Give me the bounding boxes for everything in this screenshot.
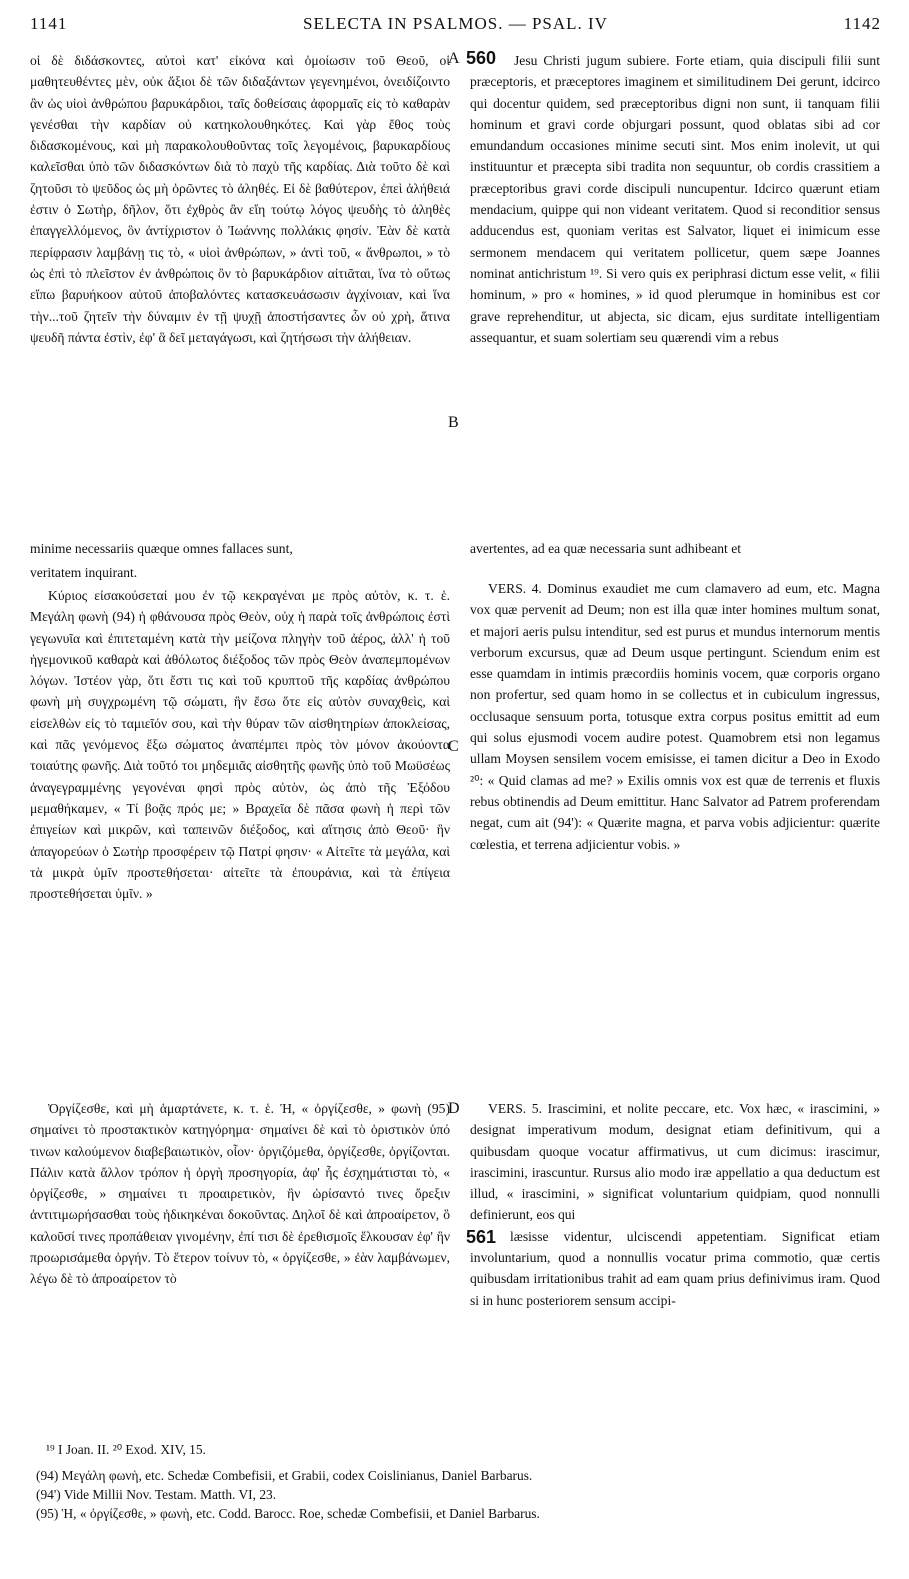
greek-paragraph-1: οἱ δὲ διδάσκοντες, αὐτοὶ κατ' εἰκόνα καὶ ὁμοίωσιν τοῦ Θεοῦ, οἱ μαθητευθέντες μὲν, οὐκ ἄξιοι δὲ τῶν διδαξάντων γεγενημένοι, ὀνειδίζοιντο ἂν ὡς υἱοὶ ἀνθρώπου βαρυκάρδιοι, ταῖς δοθείσαις ἀφορμαῖς εἰς τὸ καθαρὰν γενέσθαι τὴν καρδίαν οὐ κατηκολουθηκότες. Καὶ γὰρ ἔθος τοὺς διδασκομένους, καὶ μὴ παρακολουθοῦντας τοῖς λεγομένοις, βαρυκαρδίους καλεῖσθαι ὑπὸ τῶν διδασκόντων διὰ τὸ παχὺ τῆς καρδίας. Διὰ τοῦτο δὲ καὶ ζητοῦσι τὸ ψεῦδος ὡς μὴ ὁρῶντες τὸ ἀληθές. Εἰ δὲ βαθύτερον, ἐπεὶ ἀλήθειά ἐστιν ὁ Σωτὴρ, δῆλον, ὅτι ἐχθρὸς ἂν εἴη τούτῳ λόγος ψευδὴς τὸ ἀληθὲς ἐπαγγελλόμενος, ὃν ἀντίχριστον ὁ Ἰωάννης πολλάκις φησίν. Ἐὰν δὲ κατὰ περίφρασιν λαμβάνῃ τις τὸ, « υἱοὶ ἀνθρώπων, » ἀντὶ τοῦ, « ἄνθρωποι, » τὸ ὡς ἐπὶ τὸ πλεῖστον ἐν ἀνθρώποις ὂν τὸ βαρυκάρδιον αἰτιᾶται, ἵνα τὸ οὕτως εἴπω βαρυήκοον αὐτοῦ ἀποβαλόντες κατασκευάσωσιν ἀγχίνοιαν, καὶ ἵνα τὴν...τοῦ ζητεῖν τὴν δύναμιν ἐν τῇ ψυχῇ ἀποστήσαντες ὧν οὐ χρὴ, ἅτινα ψευδῆ πάντα ἐστὶν, ἐφ' ἃ δεῖ μεταγάγωσι, καὶ ζητήσωσι τὴν ἀλήθειαν.: [30, 53, 450, 345]
latin-block-3: [470, 1098, 880, 1311]
full-width-line-2: [30, 562, 885, 583]
greek-block-3: [30, 1098, 450, 1290]
latin-paragraph-2: VERS. 4. Dominus exaudiet me cum clamavero ad eum, etc. Magna vox quæ pervenit ad Deum; non est illa quæ inter homines multum sonat, et majori aeris pulsu intenditur, sed est purus et mundus internorum mentis verborum excursus, quæ ad Deum usque pertingunt. Sciendum enim est esse quamdam in intimis præcordiis hominis vocem, quæ corporis organo non profertur, sed quam homo in se collectus et in cubiculum ingressus, occlusaque sensuum porta, totusque extra corpus positus emittit ad eum qui solus ejusmodi vocem audire potest. Quamobrem etsi non legamus ullam Moysen sensilem vocem emisisse, ei tamen dicitur a Deo in Exodo ²⁰: « Quid clamas ad me? » Exilis omnis vox est quæ de terrenis et fluxis rebus obtinendis ad Deum emittitur. Hanc Salvator ad Patrem proferendam negat, cum ait (94'): « Quærite magna, et parva vobis adjicientur: quærite cœlestia, et terrena adjicientur vobis. »: [470, 581, 880, 852]
running-title: SELECTA IN PSALMOS. — PSAL. IV: [303, 14, 608, 33]
greek-block-2: [30, 585, 450, 904]
running-header: [30, 14, 881, 40]
footnote-references: ¹⁹ I Joan. II. ²⁰ Exod. XIV, 15.: [46, 1442, 206, 1457]
footnote-95: (95) Ἡ, « ὀργίζεσθε, » φωνὴ, etc. Codd. Barocc. Roe, schedæ Combefisii, et Daniel Barbarus.: [36, 1506, 540, 1521]
footnotes: [36, 1440, 886, 1523]
latin-paragraph-3a: VERS. 5. Irascimini, et nolite peccare, etc. Vox hæc, « irascimini, » designat imperativum modum, designat etiam definitivum, qui a quibusdam quoque vocatur affirmativus, ut cum dicimus: irascimur, irascimini, irascuntur. Rursus alio modo iræ appellatio a qua deductum est illud, « irascimini, » significat voluntarium quidpiam, quod nonnulli definierunt, eos qui: [470, 1101, 880, 1223]
column-number-561: 561: [466, 1227, 500, 1248]
page-number-right: 1142: [843, 14, 881, 33]
column-number-560: 560: [466, 48, 497, 68]
latin-paragraph-1: Jesu Christi jugum subiere. Forte etiam, quia discipuli filii sunt præceptoris, et præceptores imaginem et similitudinem Dei gerunt, idcirco qui docentur quidem, sed præceptoribus digni non sunt, ii tanquam filii hominum et gravi corde objurgari possunt, quod oblatas sibi ad cor emundandum occasiones minime secuti sint. Mos enim inolevit, ut qui instituuntur et præcepta sibi tradita non sequuntur, ob cordis crassitiem a præceptoribus gravi corde discipuli nuncupentur. Idcirco quærunt etiam mendacium, quippe qui non videant veritatem. Quod si reconditior sensus adducendus est, quoniam veritas est Salvator, liquet ei inimicum esse sermonem mendacem qui veritatem pollicetur, quem sæpe Joannes nominat antichristum ¹⁹. Si vero quis ex periphrasi dictum esse velit, « filii hominum, » pro « homines, » id quod plerumque in hominibus est cor grave reprehenditur, ut abjecta, sic dicam, ejus surditate intelligentiam assequantur, et suam solertiam seu quærendi vim a rebus: [470, 53, 880, 345]
greek-block-1: [30, 50, 450, 348]
margin-marker-b: B: [448, 414, 459, 431]
latin-block-2: [470, 578, 880, 855]
margin-marker-c: C: [448, 738, 459, 755]
margin-marker-a: A: [448, 50, 460, 67]
full-width-line-right: avertentes, ad ea quæ necessaria sunt adhibeant et: [470, 541, 742, 556]
full-width-line-text: veritatem inquirant.: [30, 565, 138, 580]
margin-marker-d: D: [448, 1100, 460, 1117]
greek-paragraph-3: Ὀργίζεσθε, καὶ μὴ ἁμαρτάνετε, κ. τ. ἑ. Ἡ, « ὀργίζεσθε, » φωνὴ (95) σημαίνει τὸ προστακτικὸν κατηγόρημα· σημαίνει δὲ καὶ τὸ ὁριστικὸν ὑπό τινων καλούμενον διαβεβαιωτικὸν, οἷον· ὀργιζόμεθα, ὀργίζεσθε, ὀργίζονται. Πάλιν κατὰ ἄλλον τρόπον ἡ ὀργὴ προσηγορία, ἀφ' ἧς ἐσχημάτισται τὸ, « ὀργίζεσθε, » σημαίνει τι προαιρετικὸν, ἣν ὡρίσαντό τινες ὄρεξιν ἀντιτιμωρήσασθαι τοὺς ἠδικηκέναι δοκοῦντας. Δηλοῖ δὲ καὶ ἀπροαίρετον, ὃ καλοῦσί τινες προπάθειαν γινομένην, ἐπί τισι δὲ ἐρεθισμοῖς ἕλκουσαν ἐφ' ἣν προωρισάμεθα ὀργήν. Τὸ ἕτερον τοίνυν τὸ, « ὀργίζεσθε, » ἐὰν λαμβάνωμεν, λέγω δὲ τὸ ἀπροαίρετον τὸ: [30, 1101, 450, 1287]
latin-paragraph-3b: læsisse videntur, ulciscendi appetentiam. Significat etiam involuntarium, quod a nonnullis vocatur prima commotio, quæ certis quibusdam irritationibus trahit ad eam quam prius definivimus iram. Quod si in hunc posteriorem sensum accipi-: [470, 1228, 880, 1308]
footnote-94: (94) Μεγάλη φωνὴ, etc. Schedæ Combefisii, et Grabii, codex Coislinianus, Daniel Barbarus.: [36, 1468, 533, 1483]
latin-block-1: [470, 50, 880, 348]
footnote-94b: (94') Vide Millii Nov. Testam. Matth. VI, 23.: [36, 1487, 277, 1502]
full-width-line-left: minime necessariis quæque omnes fallaces sunt,: [30, 541, 293, 556]
greek-paragraph-2: Κύριος εἰσακούσεταί μου ἐν τῷ κεκραγέναι με πρὸς αὐτὸν, κ. τ. ἑ. Μεγάλη φωνὴ (94) ἡ φθάνουσα πρὸς Θεὸν, οὐχ ἡ παρὰ τοῖς ἀνθρώποις ἐστὶ γεγωνυῖα καὶ ἐπιτεταμένη κατὰ τὴν μείζονα πληγὴν τοῦ ἀέρος, ἀλλ' ἡ τοῦ ἡγεμονικοῦ καθαρὰ καὶ ἀθόλωτος διέξοδος τῶν πρὸς Θεὸν ἀναπεμπομένων λόγων. Ἰστέον γὰρ, ὅτι ἔστι τις καὶ τοῦ κρυπτοῦ τῆς καρδίας ἀνθρώπου φωνὴ μὴ συγχρωμένη τῷ σώματι, ἣν ἔσω ὅτε εἰς αὐτὸν συναχθεὶς, καὶ εἰσελθὼν εἰς τὸ ταμιεῖόν σου, καὶ τὴν θύραν τῶν αἰσθητηρίων ἀποκλείσας, καὶ πᾶς γενόμενος ἔξω σώματος ἀναπέμπει πρὸς τὸν μόνον ἀκούοντα τοιαύτης φωνῆς. Διὰ τοῦτό τοι μηδεμιᾶς αἰσθητῆς φωνῆς ὑπὸ τοῦ Μωϋσέως ἀναγεγραμμένης γεγονέναι φησὶ πρὸς αὐτὸν, ὡς ἀπὸ τῆς Ἐξόδου μεμαθήκαμεν, « Τί βοᾷς πρός με; » Βραχεῖα δὲ πᾶσα φωνὴ ἡ περὶ τῶν ἐπιγείων καὶ μικρῶν, καὶ ταπεινῶν διέξοδος, καὶ αἴτησις ἀπὸ Θεοῦ· ἣν ἀπαγορεύων ὁ Σωτὴρ προσφέρειν τῷ Πατρί φησιν· « Αἰτεῖτε τὰ μεγάλα, καὶ τὰ μικρὰ ὑμῖν προστεθήσεται· αἰτεῖτε τὰ ἐπουράνια, καὶ τὰ ἐπίγεια προστεθήσεται ὑμῖν. »: [30, 588, 450, 902]
page-number-left: 1141: [30, 14, 68, 33]
